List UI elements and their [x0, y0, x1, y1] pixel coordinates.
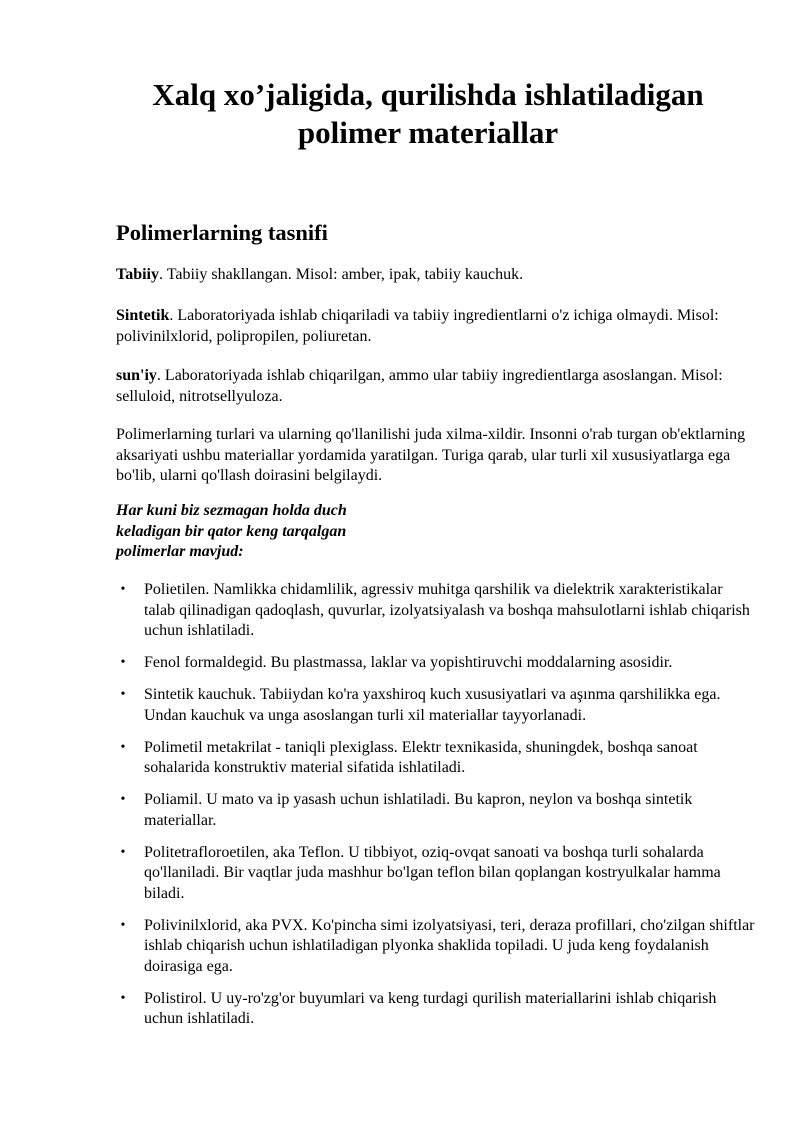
- term-natural: Tabiiy: [116, 266, 159, 283]
- list-item-text: Sintetik kauchuk. Tabiiydan ko'ra yaxshiroq kuch xususiyatlari va aşınma qarshilikka ega. Undan kauchuk va unga asoslangan turli xil materiallar tayyorlanadi.: [144, 686, 721, 724]
- bullet-icon: •: [120, 990, 126, 1006]
- term-synthetic: Sintetik: [116, 307, 170, 324]
- list-item: [116, 685, 756, 726]
- list-item: [116, 653, 756, 674]
- bullet-icon: •: [120, 792, 126, 807]
- paragraph-synthetic: [116, 306, 756, 347]
- paragraph-artificial-text: . Laboratoriyada ishlab chiqarilgan, ammo ular tabiiy ingredientlarga asoslangan. Misol: selluloid, nitrotsellyuloza.: [116, 367, 723, 405]
- list-item: [116, 580, 756, 642]
- bullet-icon: •: [120, 582, 126, 597]
- list-item-text: Polietilen. Namlikka chidamlilik, agressiv muhitga qarshilik va dielektrik xarakteristikalar talab qilinadigan qadoqlash, quvurlar, izolyatsiyalash va boshqa mahsulotlarni ishlab chiqarish uchun ishlatiladi.: [144, 581, 750, 639]
- section-heading: Polimerlarning tasnifi: [116, 220, 328, 245]
- document-title: Xalq xo’jaligida, qurilishda ishlatiladigan polimer materiallar: [152, 77, 704, 150]
- paragraph-synthetic-text: . Laboratoriyada ishlab chiqariladi va tabiiy ingredientlarni o'z ichiga olmaydi. Misol: polivinilxlorid, polipropilen, poliuretan.: [116, 307, 719, 345]
- paragraph-natural-text: . Tabiiy shakllangan. Misol: amber, ipak, tabiiy kauchuk.: [159, 266, 524, 283]
- summary-paragraph: Polimerlarning turlari va ularning qo'llanilishi juda xilma-xildir. Insonni o'rab turgan ob'ektlarning aksariyati ushbu materiallar yordamida yaratilgan. Turiga qarab, ular turli xil xususiyatlarga ega bo'lib, ularni qo'llash doirasini belgilaydi.: [116, 426, 746, 484]
- list-item: [116, 989, 756, 1030]
- list-item-text: Polivinilxlorid, aka PVX. Ko'pincha simi izolyatsiyasi, teri, deraza profillari, cho'zilgan shiftlar ishlab chiqarish uchun ishlatiladigan plyonka shaklida topiladi. U juda keng foydalanish doirasiga ega.: [144, 916, 755, 975]
- list-item-text: Polistirol. U uy-ro'zg'or buyumlari va keng turdagi qurilish materiallarini ishlab chiqarish uchun ishlatiladi.: [144, 989, 717, 1027]
- bullet-icon: •: [120, 739, 126, 755]
- list-item: [116, 790, 756, 831]
- list-item: [116, 843, 756, 905]
- polymer-list: [116, 580, 756, 1041]
- list-item-text: Polimetil metakrilat - taniqli plexiglass. Elektr texnikasida, shuningdek, boshqa sanoat sohalarida konstruktiv material sifatida ishlatiladi.: [144, 738, 698, 776]
- paragraph-artificial: [116, 366, 756, 407]
- paragraph-natural: [116, 265, 756, 286]
- list-item-text: Politetrafloroetilen, aka Teflon. U tibbiyot, oziq-ovqat sanoati va boshqa turli sohalarda qo'llaniladi. Bir vaqtlar juda mashhur bo'lgan teflon bilan qoplangan kostryulkalar hamma biladi.: [144, 843, 721, 902]
- list-item-text: Fenol formaldegid. Bu plastmassa, laklar va yopishtiruvchi moddalarning asosidir.: [144, 654, 673, 671]
- list-item: [116, 738, 756, 779]
- list-intro: Har kuni biz sezmagan holda duch keladigan bir qator keng tarqalgan polimerlar mavjud:: [116, 502, 347, 560]
- bullet-icon: •: [120, 655, 126, 670]
- list-item-text: Poliamil. U mato va ip yasash uchun ishlatiladi. Bu kapron, neylon va boshqa sintetik materiallar.: [144, 791, 693, 829]
- bullet-icon: •: [120, 844, 126, 860]
- list-item: [116, 916, 756, 978]
- bullet-icon: •: [120, 687, 126, 702]
- term-artificial: sun'iy: [116, 367, 157, 384]
- bullet-icon: •: [120, 917, 126, 933]
